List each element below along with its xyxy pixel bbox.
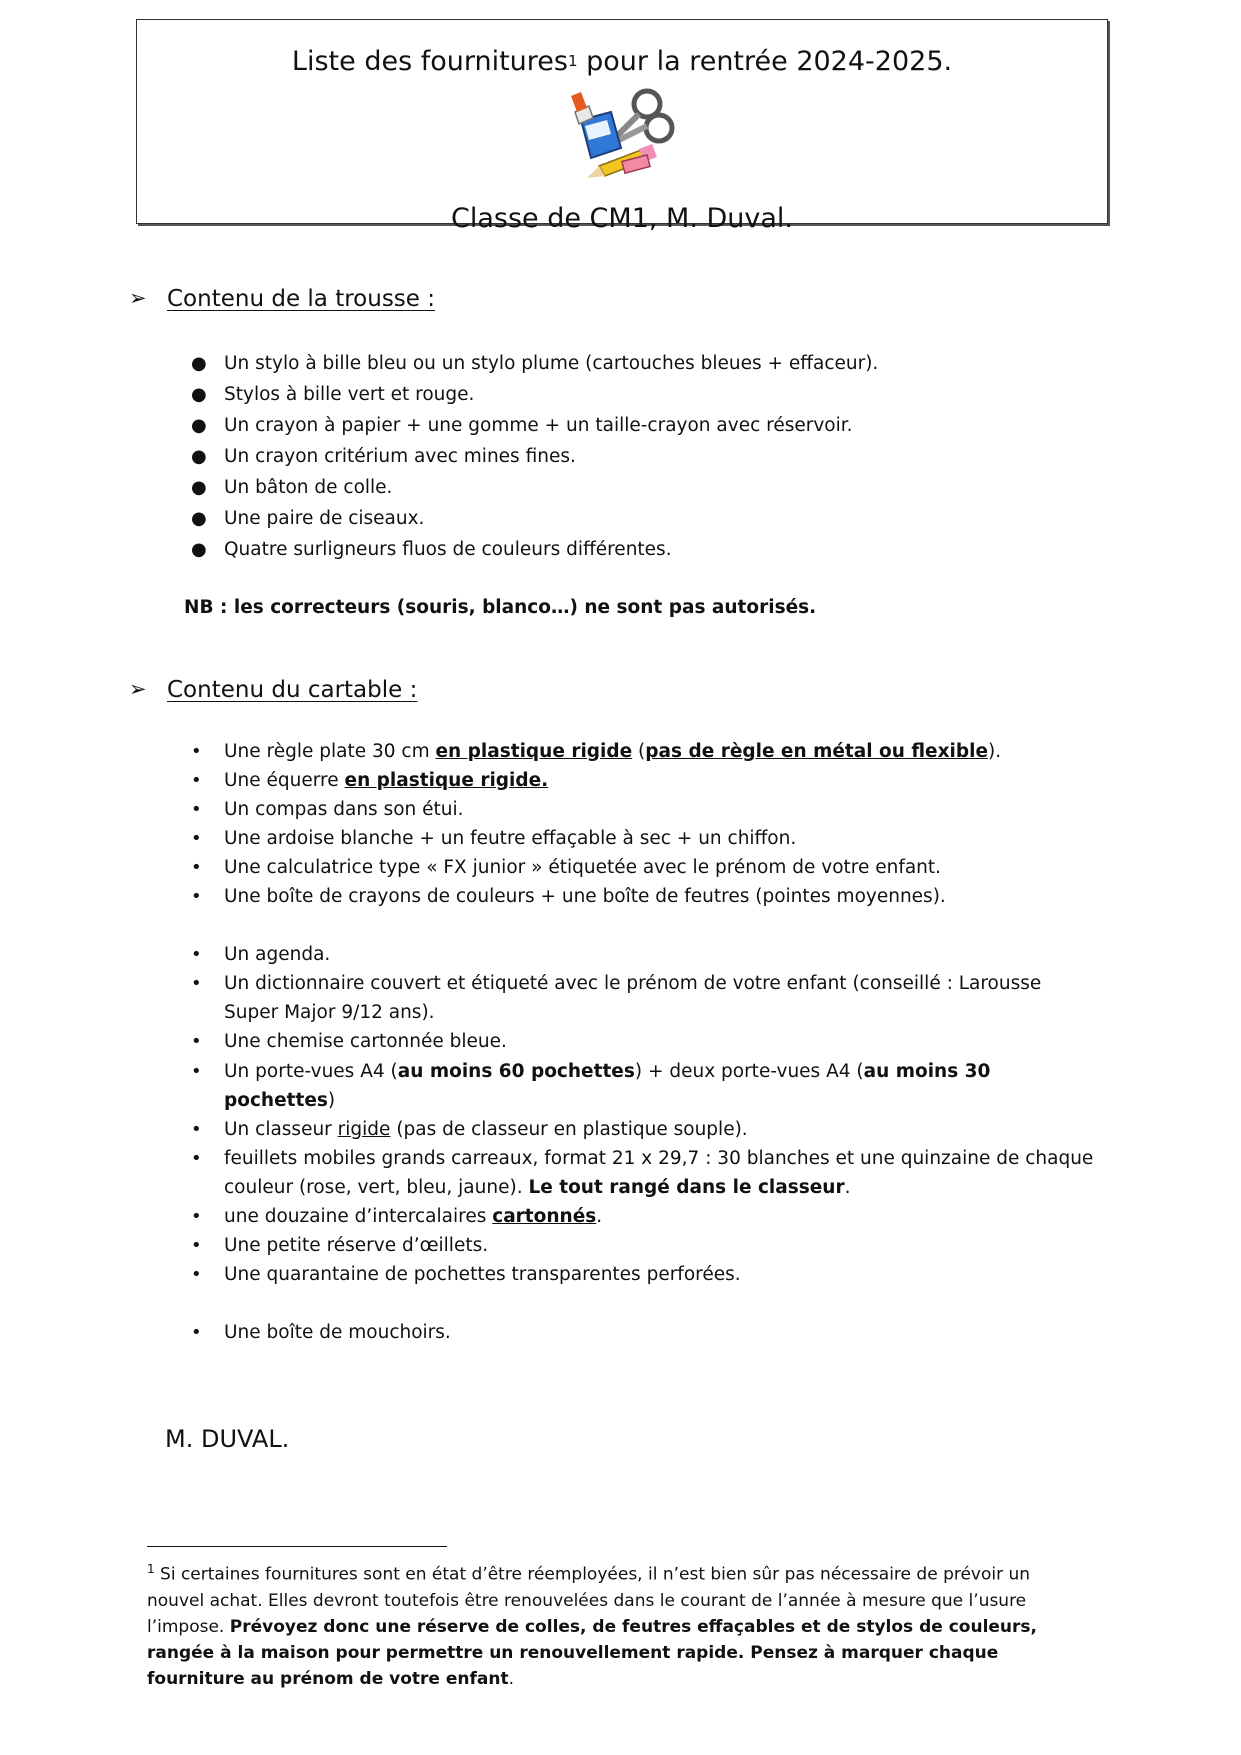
list-item-text: Une petite réserve d’œillets.	[224, 1235, 489, 1256]
emphasis-text: pas de règle en métal ou flexible	[645, 741, 989, 762]
list-item-text: Un agenda.	[224, 944, 331, 965]
bullet-icon: ●	[191, 508, 207, 529]
bullet-icon: •	[191, 741, 202, 762]
footnote	[147, 1556, 1077, 1692]
list-item-text	[224, 1115, 748, 1144]
list-item-text: Un dictionnaire couvert et étiqueté avec le prénom de votre enfant (conseillé : Larousse Super Major 9/12 ans).	[224, 973, 1042, 1023]
bullet-icon: •	[191, 886, 202, 907]
emphasis-text: Le tout rangé dans le classeur	[528, 1177, 845, 1198]
section-heading-label: Contenu du cartable :	[167, 677, 418, 703]
emphasis-text: au moins 30 pochettes	[224, 1061, 991, 1111]
bullet-icon: ●	[191, 539, 207, 560]
signature: M. DUVAL.	[165, 1425, 290, 1453]
emphasis-text: en plastique rigide.	[344, 770, 549, 791]
list-item-text	[224, 766, 548, 795]
section-heading-cartable	[129, 677, 417, 703]
emphasis-text: au moins 60 pochettes	[397, 1061, 635, 1082]
title-text: Liste des fournitures	[291, 46, 568, 77]
text-run: une douzaine d’intercalaires	[224, 1206, 493, 1227]
list-item-text: Une quarantaine de pochettes transparentes perforées.	[224, 1264, 741, 1285]
bullet-icon: •	[191, 857, 202, 878]
list-item-text	[224, 1144, 1096, 1202]
note-correcteurs: NB : les correcteurs (souris, blanco…) ne sont pas autorisés.	[184, 597, 817, 618]
list-item-text: Une chemise cartonnée bleue.	[224, 1031, 507, 1052]
footnote-text: Si certaines fournitures sont en état d’être réemployées, il n’est bien sûr pas nécessaire de prévoir un nouvel achat. Elles devront toutefois être renouvelées dans le courant de l’année à mesure que l’usure l’impose.	[147, 1564, 1031, 1637]
bullet-icon: •	[191, 973, 202, 994]
bullet-icon: •	[191, 1031, 202, 1052]
footnote-divider	[147, 1546, 447, 1547]
list-item-text: Un crayon à papier + une gomme + un taille-crayon avec réservoir.	[224, 415, 853, 436]
header-box	[136, 19, 1108, 234]
list-item-text	[224, 737, 1001, 766]
arrow-bullet-icon: ➢	[129, 286, 147, 310]
emphasis-text: en plastique rigide	[435, 741, 633, 762]
text-run: Un porte-vues A4 (	[224, 1061, 398, 1082]
list-item-text: Stylos à bille vert et rouge.	[224, 384, 475, 405]
bullet-icon: •	[191, 1235, 202, 1256]
bullet-icon: •	[191, 1148, 202, 1169]
text-run: feuillets mobiles grands carreaux, format 21 x 29,7 : 30 blanches et une quinzaine de chaque couleur (rose, vert, bleu, jaune).	[224, 1148, 1094, 1198]
bullet-icon: •	[191, 1206, 202, 1227]
text-run: ) + deux porte-vues A4 (	[634, 1061, 864, 1082]
section-heading-trousse	[129, 286, 435, 312]
text-run: (pas de classeur en plastique souple).	[390, 1119, 748, 1140]
text-run: Un classeur	[224, 1119, 338, 1140]
bullet-icon: •	[191, 1061, 202, 1082]
text-run: (	[632, 741, 646, 762]
class-line: Classe de CM1, M. Duval.	[450, 203, 794, 234]
emphasis-text: cartonnés	[492, 1206, 597, 1227]
bullet-icon: •	[191, 828, 202, 849]
list-item-text: Une ardoise blanche + un feutre effaçable à sec + un chiffon.	[224, 828, 797, 849]
text-run: )	[327, 1090, 336, 1111]
bullet-icon: •	[191, 770, 202, 791]
section-heading-label: Contenu de la trousse :	[167, 286, 435, 312]
footnote-mark: 1	[147, 1562, 155, 1576]
bullet-icon: ●	[191, 477, 207, 498]
list-item-text	[224, 1202, 602, 1231]
bullet-icon: •	[191, 944, 202, 965]
bullet-icon: •	[191, 1119, 202, 1140]
text-run: ).	[988, 741, 1002, 762]
bullet-icon: •	[191, 1322, 202, 1343]
list-item-text: Une calculatrice type « FX junior » étiquetée avec le prénom de votre enfant.	[224, 857, 942, 878]
list-item-text: Une boîte de crayons de couleurs + une boîte de feutres (pointes moyennes).	[224, 886, 946, 907]
footnote-end: .	[508, 1668, 515, 1689]
arrow-bullet-icon: ➢	[129, 677, 147, 701]
bullet-icon: ●	[191, 415, 207, 436]
school-supplies-icon	[559, 82, 683, 190]
bullet-icon: ●	[191, 353, 207, 374]
list-item-text: Un bâton de colle.	[224, 477, 393, 498]
page-title	[137, 46, 1107, 77]
list-item-text: Un stylo à bille bleu ou un stylo plume (cartouches bleues + effaceur).	[224, 353, 879, 374]
bullet-icon: •	[191, 1264, 202, 1285]
title-text-end: pour la rentrée 2024-2025.	[577, 46, 953, 77]
list-item-text: Un compas dans son étui.	[224, 799, 464, 820]
footnote-marker: 1	[567, 52, 578, 70]
bullet-icon: •	[191, 799, 202, 820]
text-run: .	[596, 1206, 603, 1227]
list-item-text: Quatre surligneurs fluos de couleurs différentes.	[224, 539, 672, 560]
text-run: .	[844, 1177, 851, 1198]
text-run: Une règle plate 30 cm	[224, 741, 436, 762]
bullet-icon: ●	[191, 384, 207, 405]
list-item-text: Une paire de ciseaux.	[224, 508, 425, 529]
list-item-text	[224, 1057, 1096, 1115]
list-item-text: Un crayon critérium avec mines fines.	[224, 446, 576, 467]
footnote-bold-text: Prévoyez donc une réserve de colles, de feutres effaçables et de stylos de couleurs, rangée à la maison pour permettre un renouvellement rapide. Pensez à marquer chaque fourniture au prénom de votre enfant	[147, 1616, 1037, 1689]
text-run: Une équerre	[224, 770, 345, 791]
list-item-text: Une boîte de mouchoirs.	[224, 1322, 451, 1343]
emphasis-text: rigide	[337, 1119, 391, 1140]
bullet-icon: ●	[191, 446, 207, 467]
